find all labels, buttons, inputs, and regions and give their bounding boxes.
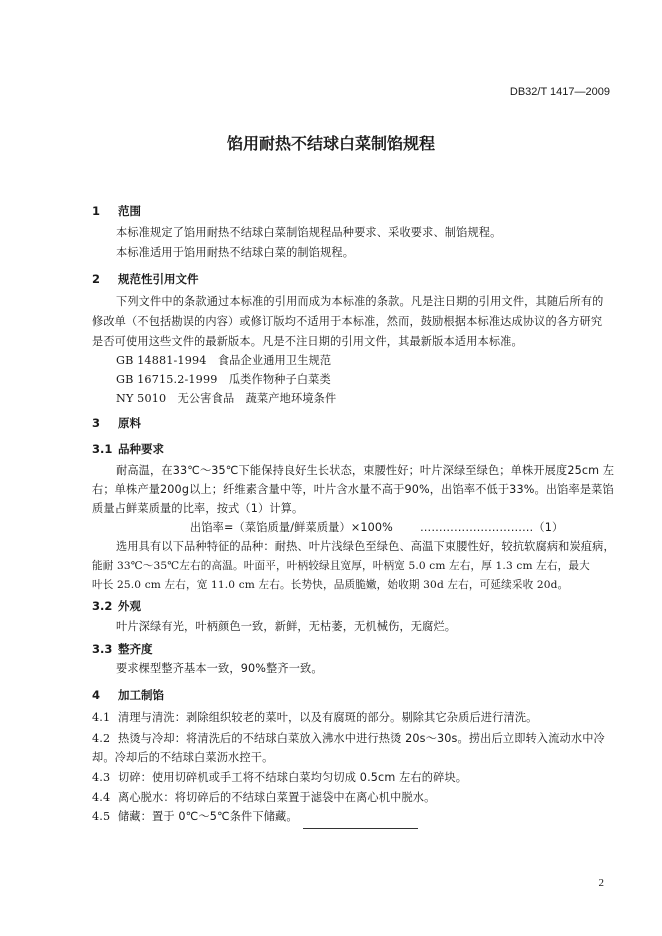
list-item-4-4 bbox=[92, 789, 435, 805]
reference-item: GB 16715.2-1999 瓜类作物种子白菜类 bbox=[116, 373, 331, 386]
section-title: 整齐度 bbox=[118, 642, 153, 656]
page-title: 馅用耐热不结球白菜制馅规程 bbox=[226, 134, 435, 153]
section-title: 规范性引用文件 bbox=[118, 272, 199, 286]
section-4-heading bbox=[92, 687, 164, 703]
section-number: 3.1 bbox=[92, 442, 113, 456]
section-title: 范围 bbox=[118, 204, 141, 218]
section-3-1-line-4: 选用具有以下品种特征的品种：耐热、叶片浅绿色至绿色、高温下束腰性好，较抗软腐病和炭疽病， bbox=[116, 540, 615, 553]
list-item-4-1 bbox=[92, 709, 538, 725]
item-text: 热烫与冷却：将清洗后的不结球白菜放入沸水中进行热烫 20s～30s。捞出后立即转入流动水中冷 bbox=[118, 732, 605, 745]
section-number: 3.2 bbox=[92, 599, 113, 613]
section-number: 3.3 bbox=[92, 642, 113, 656]
section-1-paragraph-2: 本标准适用于馅用耐热不结球白菜的制馅规程。 bbox=[116, 246, 355, 259]
section-number: 4 bbox=[92, 688, 101, 702]
item-text: 清理与清洗：剥除组织较老的菜叶，以及有腐斑的部分。剔除其它杂质后进行清洗。 bbox=[118, 711, 538, 724]
formula: 出馅率=（菜馅质量/鲜菜质量）×100% bbox=[190, 521, 393, 534]
section-2-line-2: 修改单（不包括勘误的内容）或修订版均不适用于本标准，然而，鼓励根据本标准达成协议的各方研究 bbox=[92, 315, 603, 328]
section-number: 1 bbox=[92, 204, 101, 218]
item-number: 4.5 bbox=[92, 810, 111, 823]
section-3-1-line-1: 耐高温，在33℃～35℃下能保持良好生长状态，束腰性好；叶片深绿至绿色；单株开展度25cm 左 bbox=[116, 464, 615, 477]
reference-item: GB 14881-1994 食品企业通用卫生规范 bbox=[116, 354, 332, 367]
item-text: 储藏：置于 0℃～5℃条件下储藏。 bbox=[118, 810, 298, 823]
section-title: 外观 bbox=[118, 599, 141, 613]
section-2-line-1: 下列文件中的条款通过本标准的引用而成为本标准的条款。凡是注日期的引用文件，其随后所有的 bbox=[116, 295, 604, 308]
section-title: 原料 bbox=[118, 416, 141, 430]
section-title: 加工制馅 bbox=[118, 688, 164, 702]
document-id: DB32/T 1417—2009 bbox=[509, 86, 610, 98]
section-1-heading bbox=[92, 203, 141, 219]
section-3-2-heading bbox=[92, 598, 141, 614]
item-number: 4.4 bbox=[92, 791, 111, 804]
section-number: 2 bbox=[92, 272, 101, 286]
end-rule bbox=[303, 828, 418, 829]
reference-item: NY 5010 无公害食品 蔬菜产地环境条件 bbox=[116, 392, 337, 405]
section-2-line-3: 是否可使用这些文件的最新版本。凡是不注日期的引用文件，其最新版本适用本标准。 bbox=[92, 335, 523, 348]
list-item-4-3 bbox=[92, 769, 467, 785]
section-3-heading bbox=[92, 415, 141, 431]
section-3-3-heading bbox=[92, 641, 153, 657]
section-1-paragraph-1: 本标准规定了馅用耐热不结球白菜制馅规程品种要求、采收要求、制馅规程。 bbox=[116, 226, 502, 239]
list-item-4-2 bbox=[92, 730, 605, 746]
item-number: 4.2 bbox=[92, 732, 111, 745]
section-3-1-line-5: 能耐 33℃～35℃左右的高温。叶面平，叶柄较绿且宽厚，叶柄宽 5.0 cm 左右，厚 1.3 cm 左右，最大 bbox=[92, 560, 590, 572]
item-number: 4.3 bbox=[92, 771, 111, 784]
formula-number: …………………………（1） bbox=[420, 521, 564, 534]
section-3-1-heading bbox=[92, 441, 164, 457]
item-text: 离心脱水：将切碎后的不结球白菜置于滤袋中在离心机中脱水。 bbox=[118, 791, 436, 804]
section-2-heading bbox=[92, 271, 199, 287]
section-3-3-paragraph: 要求棵型整齐基本一致，90%整齐一致。 bbox=[116, 662, 323, 675]
list-item-4-5 bbox=[92, 808, 298, 824]
list-item-4-2-continued: 却。冷却后的不结球白菜沥水控干。 bbox=[92, 751, 274, 764]
section-3-1-line-6: 叶长 25.0 cm 左右，宽 11.0 cm 左右。长势快，品质脆嫩，始收期 30d 左右，可延续采收 20d。 bbox=[92, 579, 569, 591]
section-3-2-paragraph: 叶片深绿有光，叶柄颜色一致，新鲜，无枯萎，无机械伤，无腐烂。 bbox=[116, 620, 457, 633]
page-number: 2 bbox=[598, 877, 604, 889]
section-number: 3 bbox=[92, 416, 101, 430]
section-3-1-line-3: 质量占鲜菜质量的比率，按式（1）计算。 bbox=[92, 502, 304, 515]
item-number: 4.1 bbox=[92, 711, 111, 724]
section-3-1-line-2: 右；单株产量200g以上；纤维素含量中等，叶片含水量不高于90%，出馅率不低于33%。出馅率是菜馅 bbox=[92, 483, 614, 496]
item-text: 切碎：使用切碎机或手工将不结球白菜均匀切成 0.5cm 左右的碎块。 bbox=[118, 771, 468, 784]
section-title: 品种要求 bbox=[118, 442, 164, 456]
